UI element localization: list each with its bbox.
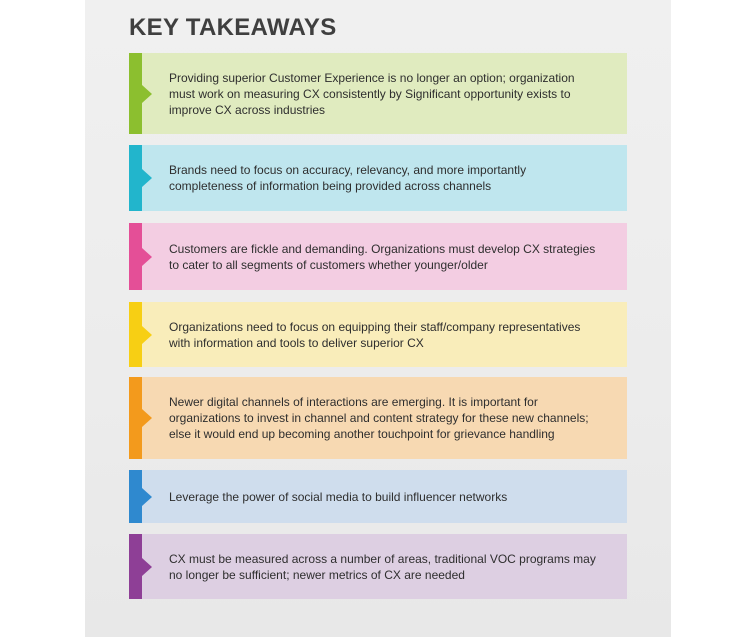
takeaway-card-3 [129,223,627,290]
arrow-notch-icon [142,326,152,344]
arrow-notch-icon [142,488,152,506]
accent-bar [129,302,142,367]
takeaway-text: Newer digital channels of interactions are emerging. It is important for organizations to invest in channel and content strategy for these new channels; else it would end up becoming another touchpoint for grievance handling [169,395,589,441]
arrow-notch-icon [142,409,152,427]
takeaway-text: Brands need to focus on accuracy, relevancy, and more importantly completeness of information being provided across channels [169,163,527,193]
takeaway-text: Providing superior Customer Experience is no longer an option; organization must work on measuring CX consistently by Significant opportunity exists to improve CX across industries [169,70,575,117]
arrow-notch-icon [142,248,152,266]
accent-bar [129,470,142,523]
page-title: KEY TAKEAWAYS [129,14,337,41]
takeaway-text: Leverage the power of social media to build influencer networks [169,489,508,504]
takeaway-text: Customers are fickle and demanding. Organizations must develop CX strategies to cater to all segments of customers whether younger/older [169,241,596,272]
takeaway-card-4 [129,302,627,367]
accent-bar [129,534,142,599]
takeaway-card-2 [129,145,627,211]
takeaway-card-6 [129,470,627,523]
takeaway-text: Organizations need to focus on equipping their staff/company representatives with information and tools to deliver superior CX [169,319,581,350]
arrow-notch-icon [142,558,152,576]
accent-bar [129,223,142,290]
takeaway-text: CX must be measured across a number of areas, traditional VOC programs may no longer be sufficient; newer metrics of CX are needed [169,551,596,582]
arrow-notch-icon [142,85,152,103]
takeaway-card-5 [129,377,627,459]
arrow-notch-icon [142,169,152,187]
accent-bar [129,145,142,211]
takeaway-card-7 [129,534,627,599]
accent-bar [129,53,142,134]
accent-bar [129,377,142,459]
takeaway-card-1 [129,53,627,134]
